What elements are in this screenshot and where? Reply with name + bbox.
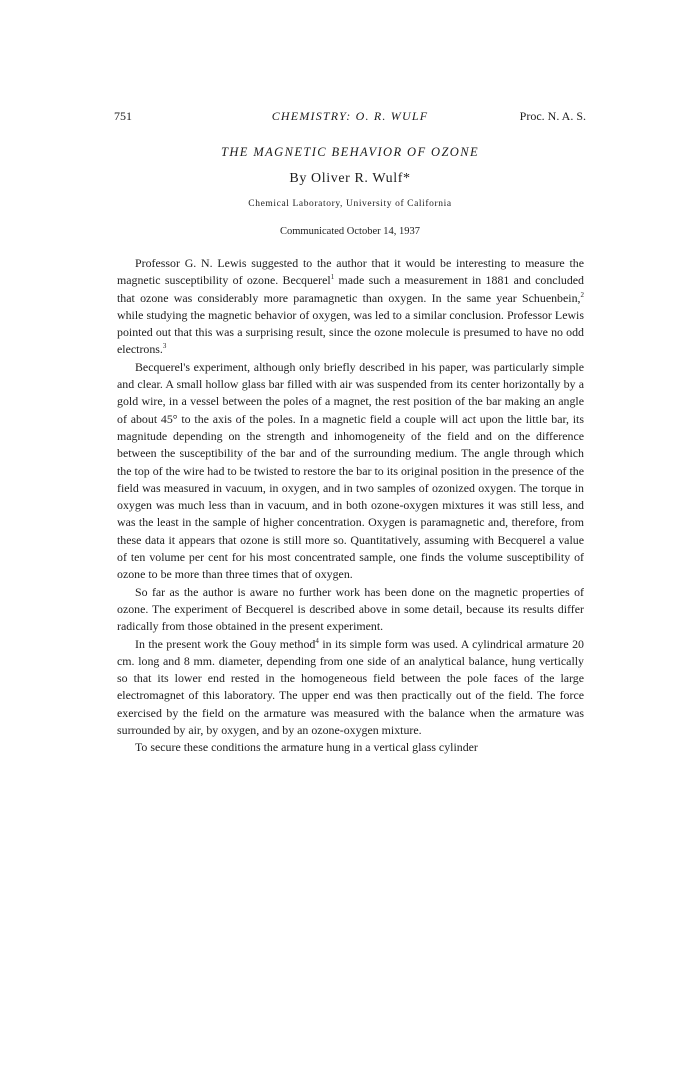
article-author: By Oliver R. Wulf* (289, 171, 411, 186)
author-affiliation: Chemical Laboratory, University of California (248, 199, 452, 209)
footnote-ref: 2 (580, 290, 584, 299)
footnote-ref: 4 (315, 636, 319, 645)
page-number: 751 (114, 109, 132, 123)
article-body (117, 255, 584, 757)
article-title: THE MAGNETIC BEHAVIOR OF OZONE (220, 145, 480, 159)
footnote-ref: 1 (330, 273, 335, 282)
paragraph-2: Becquerel's experiment, although only briefly described in his paper, was particularly simple and clear. A small hollow glass bar filled with air was suspended from its center horizontally by a gold wire, in a vessel between the poles of a magnet, the rest position of the bar making an angle of about 45° to the axis of the poles. In a magnetic field a couple will act upon the little bar, its magnitude depending on the strength and inhomogeneity of the field and on the difference between the susceptibility of the bar and of the surrounding medium. The angle through which the top of the wire had to be twisted to restore the bar to its original position in the presence of the field was measured in vacuum, in oxygen, and in two samples of ozonized oxygen. The torque in oxygen was much less than in vacuum, and in both ozone-oxygen mixtures it was still less, and was the least in the sample of higher concentration. Oxygen is paramagnetic and, therefore, from these data it appears that ozone is still more so. Quantitatively, assuming with Becquerel a value of ten volume per cent for his most concentrated sample, one finds the volume susceptibility of ozone to be more than three times that of oxygen. (117, 359, 584, 582)
running-head (114, 108, 586, 124)
journal-abbreviation: Proc. N. A. S. (519, 109, 586, 123)
paragraph-3: So far as the author is aware no further work has been done on the magnetic properties of ozone. The experiment of Becquerel is described above in some detail, because its results differ radically from those obtained in the present experiment. (117, 584, 584, 634)
paragraph-4: In the present work the Gouy method$^4$ in its simple form was used. A cylindrical armature 20 cm. long and 8 mm. diameter, depending from one side of an analytical balance, hung vertically so that its lower end rested in the homogeneous field between the pole faces of the large electromagnet of this laboratory. The upper end was then practically out of the field. The force exercised by the field on the armature was measured with the balance when the armature was surrounded by air, by oxygen, and by an ozone-oxygen mixture. (117, 636, 584, 738)
paragraph-1: Professor G. N. Lewis suggested to the author that it would be interesting to measure the magnetic susceptibility of ozone. Becquerel$^1$ made such a measurement in 1881 and concluded that ozone was considerably more paramagnetic than oxygen. In the same year Schuenbein,$^2$ while studying the magnetic behavior of oxygen, was led to a similar conclusion. Professor Lewis pointed out that this was a surprising result, since the ozone molecule is presumed to have no odd electrons.$^3$ (117, 256, 584, 357)
footnote-ref: 3 (162, 342, 167, 351)
running-title: CHEMISTRY: O. R. WULF (271, 109, 429, 123)
paragraph-5: To secure these conditions the armature hung in a vertical glass cylinder (135, 740, 478, 755)
communication-date: Communicated October 14, 1937 (280, 226, 420, 237)
